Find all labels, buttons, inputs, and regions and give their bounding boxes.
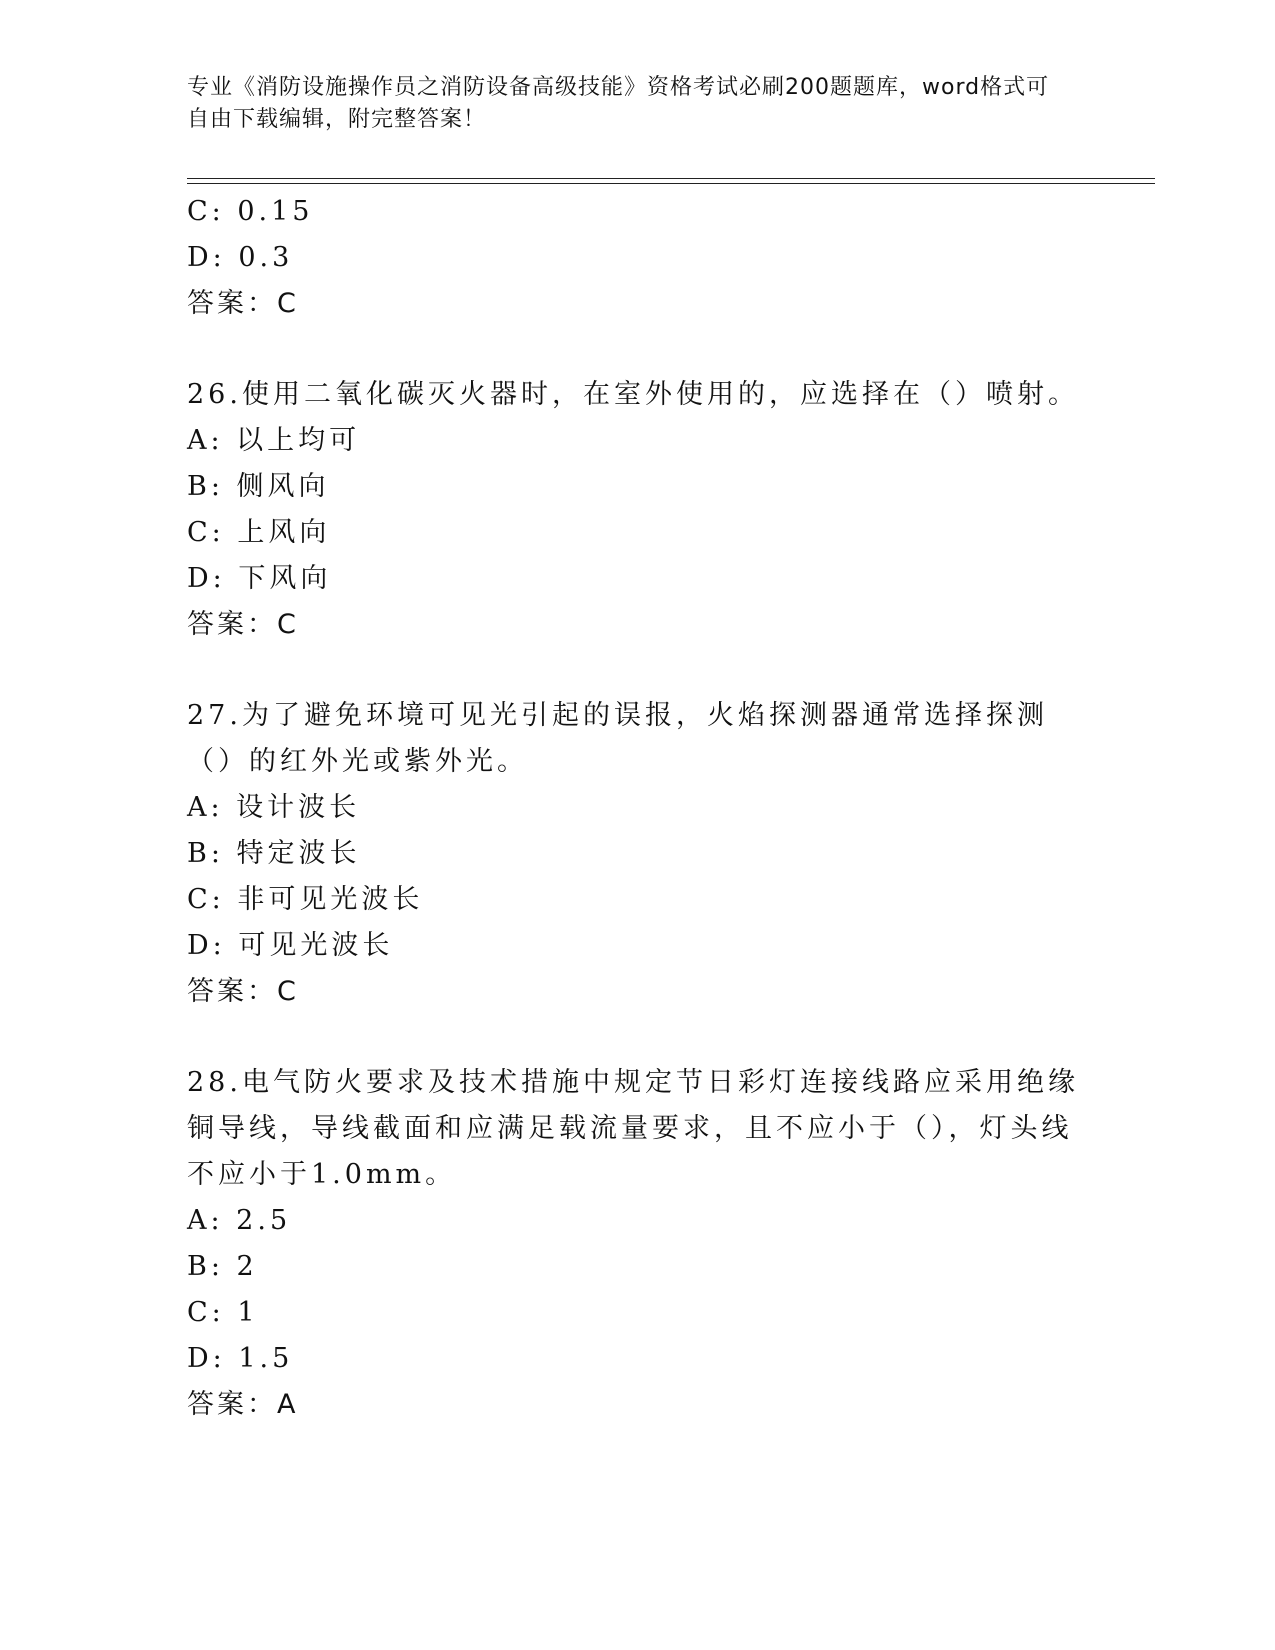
header-rule-bottom [187, 183, 1155, 184]
option-b: B: 2 [187, 1251, 258, 1282]
option-a: A: 2.5 [187, 1205, 292, 1236]
option-d: D: 可见光波长 [187, 930, 394, 961]
option-c: C: 上风向 [187, 517, 331, 548]
option-c: C: 0.15 [187, 196, 314, 227]
option-c: C: 1 [187, 1297, 259, 1328]
question-text: 27.为了避免环境可见光引起的误报，火焰探测器通常选择探测（）的红外光或紫外光。 [187, 700, 1048, 777]
question-25-tail [187, 189, 1087, 327]
question-27 [187, 693, 1087, 1015]
question-list [187, 189, 1087, 1428]
option-d: D: 下风向 [187, 563, 332, 594]
question-28 [187, 1060, 1087, 1428]
answer-line: 答案：C [187, 976, 299, 1007]
answer-line: 答案：A [187, 1389, 299, 1420]
option-d: D: 0.3 [187, 242, 294, 273]
option-c: C: 非可见光波长 [187, 884, 424, 915]
option-b: B: 侧风向 [187, 471, 330, 502]
answer-line: 答案：C [187, 288, 299, 319]
header-rule-top [187, 178, 1155, 179]
option-a: A: 以上均可 [187, 425, 361, 456]
option-b: B: 特定波长 [187, 838, 361, 869]
question-text: 26.使用二氧化碳灭火器时，在室外使用的，应选择在（）喷射。 [187, 379, 1079, 410]
option-d: D: 1.5 [187, 1343, 294, 1374]
question-26 [187, 372, 1087, 648]
question-text: 28.电气防火要求及技术措施中规定节日彩灯连接线路应采用绝缘铜导线，导线截面和应满足载流量要求，且不应小于（），灯头线不应小于1.0mm。 [187, 1067, 1079, 1190]
option-a: A: 设计波长 [187, 792, 361, 823]
answer-line: 答案：C [187, 609, 299, 640]
document-header: 专业《消防设施操作员之消防设备高级技能》资格考试必刷200题题库，word格式可自由下载编辑，附完整答案！ [187, 75, 1050, 132]
